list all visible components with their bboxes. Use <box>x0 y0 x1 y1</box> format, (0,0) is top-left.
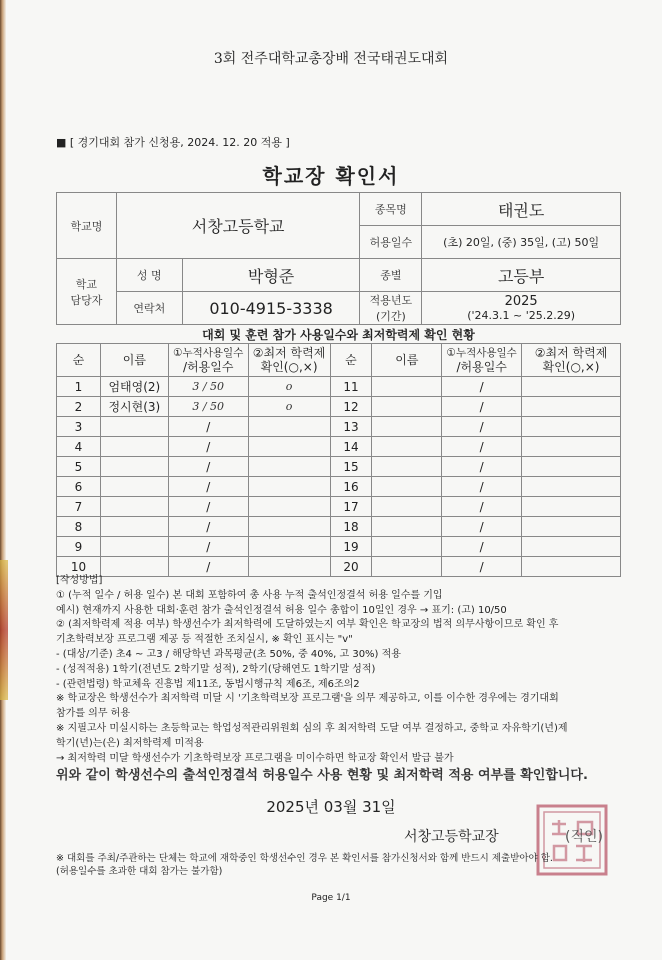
roster-row <box>57 537 621 557</box>
class-label: 종별 <box>360 259 422 292</box>
footnote-line: (허용일수를 초과한 대회 참가는 불가함) <box>56 866 223 877</box>
days-used: / <box>442 557 522 577</box>
athlete-name <box>100 517 168 537</box>
days-used: / <box>168 477 248 497</box>
days-used: / <box>442 537 522 557</box>
row-number: 7 <box>57 497 101 517</box>
days-used: 3 / 50 <box>168 397 248 417</box>
row-number: 4 <box>57 437 101 457</box>
row-number: 8 <box>57 517 101 537</box>
days-used: / <box>442 437 522 457</box>
athlete-name <box>100 417 168 437</box>
athlete-name <box>372 477 442 497</box>
row-number: 2 <box>57 397 101 417</box>
sport-label: 종목명 <box>360 193 422 226</box>
year-label-line1: 적용년도 <box>369 294 413 307</box>
year-value: 2025 <box>504 294 538 309</box>
writing-method <box>56 574 646 766</box>
roster-row <box>57 517 621 537</box>
row-number: 12 <box>330 397 372 417</box>
document-title: 학교장 확인서 <box>262 164 400 188</box>
col-no-2: 순 <box>330 344 372 377</box>
application-note: ■ [ 경기대회 참가 신청용, 2024. 12. 20 적용 ] <box>56 136 290 149</box>
min-academic-check <box>522 477 621 497</box>
seal-label: (직인) <box>565 829 603 845</box>
athlete-name: 엄태영(2) <box>100 377 168 397</box>
roster-row <box>57 417 621 437</box>
method-line: 참가를 의무 허용 <box>56 708 130 720</box>
row-number: 11 <box>330 377 372 397</box>
row-number: 18 <box>330 517 372 537</box>
footnote <box>56 852 656 878</box>
days-used: / <box>168 517 248 537</box>
allowed-days-value: (초) 20일, (중) 35일, (고) 50일 <box>422 226 621 259</box>
year-cell <box>422 292 621 325</box>
days-used: / <box>442 517 522 537</box>
min-academic-check <box>248 477 330 497</box>
contact-label: 연락처 <box>116 292 182 325</box>
row-number: 5 <box>57 457 101 477</box>
min-academic-check <box>522 537 621 557</box>
days-used: / <box>168 497 248 517</box>
days-used: / <box>442 417 522 437</box>
row-number: 15 <box>330 457 372 477</box>
col-days <box>168 344 248 377</box>
principal-name: 서창고등학교장 <box>404 829 499 845</box>
roster-row <box>57 377 621 397</box>
min-academic-check <box>248 437 330 457</box>
roster-row <box>57 497 621 517</box>
row-number: 20 <box>330 557 372 577</box>
athlete-name <box>100 477 168 497</box>
days-used: / <box>442 477 522 497</box>
sport-value: 태권도 <box>422 193 621 226</box>
col-name-2: 이름 <box>372 344 442 377</box>
method-line: 예시) 현재까지 사용한 대회·훈련 참가 출석인정결석 허용 일수 총합이 10일인 경우 → 표기: (고) 10/50 <box>56 604 507 616</box>
allowed-days-label: 허용일수 <box>360 226 422 259</box>
contact-value: 010-4915-3338 <box>182 292 360 325</box>
days-used: / <box>442 397 522 417</box>
days-used: / <box>168 557 248 577</box>
min-academic-check <box>248 417 330 437</box>
min-academic-check <box>522 377 621 397</box>
row-number: 3 <box>57 417 101 437</box>
row-number: 6 <box>57 477 101 497</box>
col-min-2-line2: 확인(○,×) <box>542 360 600 374</box>
roster-row <box>57 397 621 417</box>
col-min-line2: 확인(○,×) <box>260 360 318 374</box>
roster-header-row <box>57 344 621 377</box>
method-line: ② (최저학력제 적용 여부) 학생선수가 최저학력에 도달하였는지 여부 확인은 학교장의 법적 의무사항이므로 확인 후 <box>56 619 559 631</box>
roster-row <box>57 477 621 497</box>
days-used: / <box>168 537 248 557</box>
athlete-name <box>100 437 168 457</box>
athlete-name <box>372 497 442 517</box>
min-academic-check: o <box>248 397 330 417</box>
days-used: / <box>442 497 522 517</box>
col-no: 순 <box>57 344 101 377</box>
days-used: / <box>168 437 248 457</box>
col-days-2 <box>442 344 522 377</box>
min-academic-check <box>522 497 621 517</box>
min-academic-check <box>522 517 621 537</box>
row-number: 10 <box>57 557 101 577</box>
roster-row <box>57 437 621 457</box>
row-number: 13 <box>330 417 372 437</box>
staff-name: 박형준 <box>182 259 360 292</box>
days-used: / <box>168 457 248 477</box>
roster-table <box>56 343 621 577</box>
method-title: [작성방법] <box>56 575 103 586</box>
col-min <box>248 344 330 377</box>
athlete-name <box>372 417 442 437</box>
page-number: Page 1/1 <box>311 893 351 903</box>
row-number: 17 <box>330 497 372 517</box>
min-academic-check <box>522 397 621 417</box>
athlete-name <box>372 437 442 457</box>
min-academic-check <box>248 497 330 517</box>
days-used: 3 / 50 <box>168 377 248 397</box>
footnote-line: ※ 대회를 주최/주관하는 단체는 학교에 재학중인 학생선수인 경우 본 확인서를 참가신청서와 함께 반드시 제출받아야 함. <box>56 853 553 864</box>
method-line: - (관련법령) 학교체육 진흥법 제11조, 동법시행규칙 제6조, 제6조의2 <box>56 678 360 690</box>
athlete-name <box>100 537 168 557</box>
days-used: / <box>442 377 522 397</box>
min-academic-check <box>522 457 621 477</box>
row-number: 1 <box>57 377 101 397</box>
confirmation-statement: 위와 같이 학생선수의 출석인정결석 허용일수 사용 현황 및 최저학력 적용 여부를 확인합니다. <box>56 768 588 783</box>
method-line: → 최저학력 미달 학생선수가 기초학력보장 프로그램을 미이수하면 학교장 확인서 발급 불가 <box>56 752 454 764</box>
col-days-line2: /허용일수 <box>183 360 234 374</box>
year-label-line2: (기간) <box>375 310 406 323</box>
method-line: ※ 지필고사 미실시하는 초등학교는 학업성적관리위원회 심의 후 최저학력 도달 여부 결정하고, 중학교 자유학기(년)제 <box>56 722 568 734</box>
method-line: ① (누적 일수 / 허용 일수) 본 대회 포함하여 총 사용 누적 출석인정결석 허용 일수를 기입 <box>56 589 443 601</box>
class-value: 고등부 <box>422 259 621 292</box>
year-period: ('24.3.1 ~ '25.2.29) <box>467 309 576 322</box>
confirmation-date: 2025년 03월 31일 <box>266 798 396 816</box>
athlete-name <box>100 497 168 517</box>
method-line: 학기(년)는(은) 최저학력제 미적용 <box>56 737 204 749</box>
days-used: / <box>168 417 248 437</box>
col-min-2 <box>522 344 621 377</box>
row-number: 19 <box>330 537 372 557</box>
min-academic-check: o <box>248 377 330 397</box>
method-line: ※ 학교장은 학생선수가 최저학력 미달 시 '기초학력보장 프로그램'을 의무 제공하고, 이를 이수한 경우에는 경기대회 <box>56 693 559 705</box>
col-min-2-line1: ②최저 학력제 <box>534 346 608 360</box>
min-academic-check <box>522 417 621 437</box>
school-name-label: 학교명 <box>57 193 117 259</box>
method-line: - (대상/기준) 초4 ~ 고3 / 해당학년 과목평균(초 50%, 중 40%, 고 30%) 적용 <box>56 648 401 660</box>
row-number: 14 <box>330 437 372 457</box>
school-name: 서창고등학교 <box>116 193 360 259</box>
col-days-2-line2: /허용일수 <box>456 360 507 374</box>
page-edge-shadow-color <box>0 560 8 700</box>
athlete-name: 정시현(3) <box>100 397 168 417</box>
athlete-name <box>372 537 442 557</box>
min-academic-check <box>522 437 621 457</box>
min-academic-check <box>248 457 330 477</box>
min-academic-check <box>248 517 330 537</box>
athlete-name <box>372 517 442 537</box>
row-number: 9 <box>57 537 101 557</box>
min-academic-check <box>248 537 330 557</box>
athlete-name <box>372 397 442 417</box>
athlete-name <box>100 457 168 477</box>
year-label <box>360 292 422 325</box>
roster-section-title: 대회 및 훈련 참가 사용일수와 최저학력제 확인 현황 <box>202 328 475 342</box>
col-name: 이름 <box>100 344 168 377</box>
athlete-name <box>372 457 442 477</box>
method-line: - (성적적용) 1학기(전년도 2학기말 성적), 2학기(당해연도 1학기말 성적) <box>56 663 376 675</box>
col-min-line1: ②최저 학력제 <box>252 346 326 360</box>
event-title: 3회 전주대학교총장배 전국태권도대회 <box>213 51 449 67</box>
row-number: 16 <box>330 477 372 497</box>
school-info-table <box>56 192 621 325</box>
roster-row <box>57 457 621 477</box>
col-days-line1: ①누적사용일수 <box>173 347 244 359</box>
staff-label-line1: 학교 <box>75 277 98 291</box>
col-days-2-line1: ①누적사용일수 <box>446 347 517 359</box>
staff-name-label: 성 명 <box>116 259 182 292</box>
staff-label <box>57 259 117 325</box>
staff-label-line2: 담당자 <box>70 293 103 307</box>
athlete-name <box>372 377 442 397</box>
method-line: 기초학력보장 프로그램 제공 등 적절한 조치실시, ※ 확인 표시는 "v" <box>56 634 353 646</box>
days-used: / <box>442 457 522 477</box>
